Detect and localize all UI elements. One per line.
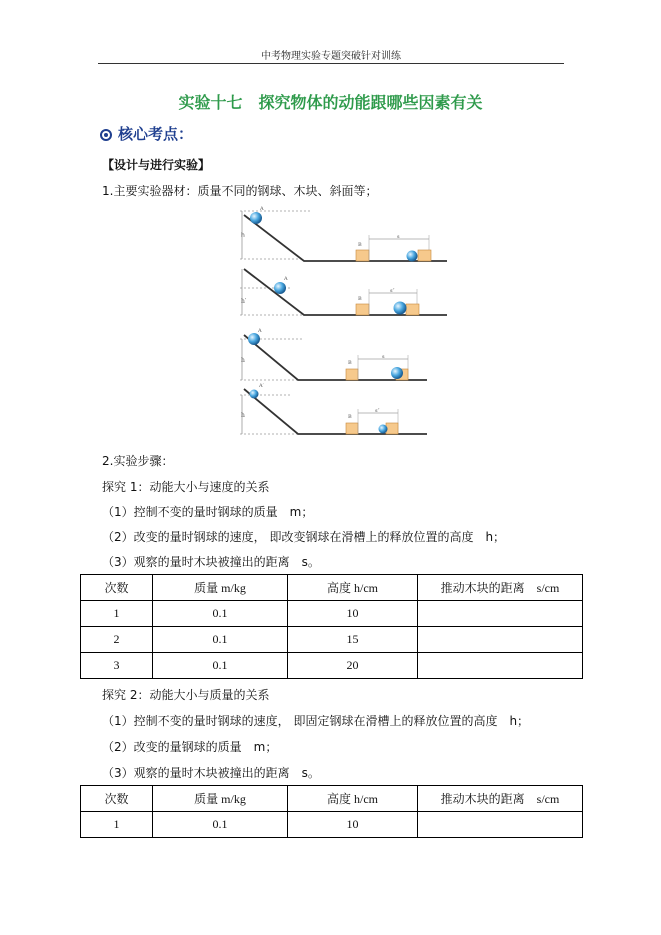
panel-3 [240,328,427,380]
steel-ball [250,212,262,224]
steps-heading: 2.实验步骤： [102,454,174,468]
svg-text:A: A [258,328,262,334]
table-cell: 15 [288,627,418,653]
table-cell: 1 [81,601,153,627]
explore2-step-2: （2）改变的量钢球的质量 m； [102,740,278,754]
table-header-row [81,786,583,812]
table-cell: 10 [288,812,418,838]
svg-text:h: h [241,357,245,364]
data-table-1 [80,574,583,679]
table-row [81,812,583,838]
table-header: 高度 h/cm [288,786,418,812]
panel-4 [240,383,427,434]
explore2-step-3: （3）观察的量时木块被撞出的距离 s。 [102,766,320,780]
table-header: 次数 [81,786,153,812]
explore2-title: 探究 2：动能大小与质量的关系 [102,688,270,702]
table-row [81,627,583,653]
page-title: 实验十七 探究物体的动能跟哪些因素有关 [178,93,483,112]
table-row [81,601,583,627]
explore1-title: 探究 1：动能大小与速度的关系 [102,480,270,494]
svg-text:s″: s″ [375,408,380,414]
label-b: B [358,242,362,248]
table-cell: 2 [81,627,153,653]
table-header: 推动木块的距离 s/cm [418,786,583,812]
table-cell: 3 [81,653,153,679]
table-cell: 0.1 [153,627,288,653]
experiment-figure [232,205,452,437]
header-divider [98,63,564,64]
table-cell: 0.1 [153,812,288,838]
label-s2: s″ [390,288,395,294]
svg-text:B: B [348,414,352,420]
svg-text:B: B [358,296,362,302]
table-header: 高度 h/cm [288,575,418,601]
table-header-row [81,575,583,601]
table-cell: 20 [288,653,418,679]
table-cell[interactable] [418,601,583,627]
label-a2: A′ [259,383,264,389]
core-heading-text: 核心考点： [118,125,194,143]
equipment-text: 1.主要实验器材：质量不同的钢球、木块、斜面等； [102,184,378,198]
label-a: A [260,206,264,212]
wood-block [356,250,369,261]
svg-text:A: A [284,276,288,282]
table-cell: 10 [288,601,418,627]
table-header: 次数 [81,575,153,601]
page-header: 中考物理实验专题突破针对训练 [261,51,401,62]
table-cell: 0.1 [153,601,288,627]
explore2-step-1: （1）控制不变的量时钢球的速度， 即固定钢球在滑槽上的释放位置的高度 h； [102,714,530,728]
label-h: h [241,232,245,239]
table-cell[interactable] [418,812,583,838]
label-s: s [397,234,400,240]
table-cell[interactable] [418,653,583,679]
target-icon [100,129,112,141]
explore1-step-3: （3）观察的量时木块被撞出的距离 s。 [102,555,320,569]
table-cell: 1 [81,812,153,838]
design-heading: 【设计与进行实验】 [102,158,211,172]
explore1-step-1: （1）控制不变的量时钢球的质量 m； [102,505,314,519]
panel-2 [240,269,447,315]
core-heading [100,123,193,144]
svg-text:h: h [241,412,245,419]
table-header: 推动木块的距离 s/cm [418,575,583,601]
explore1-step-2: （2）改变的量时钢球的速度， 即改变钢球在滑槽上的释放位置的高度 h； [102,530,506,544]
label-h2: h′ [241,298,247,305]
table-row [81,653,583,679]
table-header: 质量 m/kg [153,575,288,601]
svg-text:B: B [348,360,352,366]
table-header: 质量 m/kg [153,786,288,812]
table-cell: 0.1 [153,653,288,679]
svg-text:s: s [382,354,385,360]
panel-1 [240,206,447,262]
table-cell[interactable] [418,627,583,653]
data-table-2 [80,785,583,838]
